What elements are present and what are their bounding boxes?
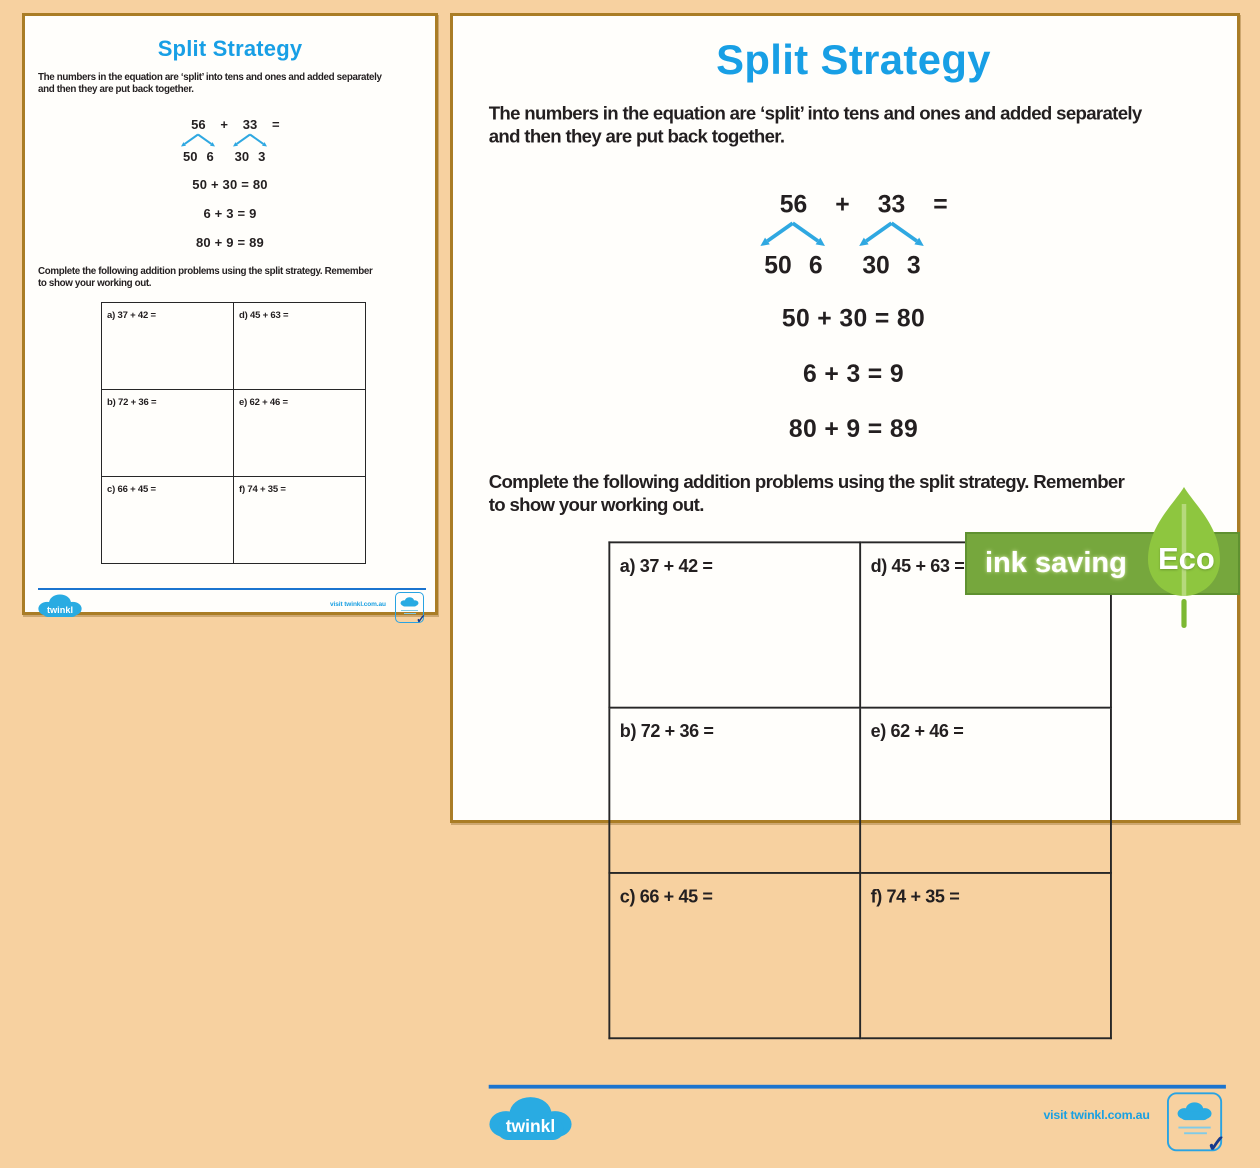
problem-cell-e: e) 62 + 46 =: [860, 708, 1111, 873]
table-row: [102, 477, 366, 564]
intro-line-2: and then they are put back together.: [38, 83, 194, 95]
twinkl-logo: [487, 1092, 574, 1145]
split-group-33: [230, 118, 270, 163]
problems-table: [608, 541, 1111, 1039]
page-title: Split Strategy: [157, 36, 303, 61]
split-ones: 3: [258, 149, 266, 164]
worked-example: [25, 118, 435, 163]
equals-sign: =: [272, 117, 280, 132]
footer-divider: [38, 588, 426, 590]
problem-cell-b: b) 72 + 36 =: [102, 390, 234, 477]
worksheet-page-thumbnail: [22, 13, 438, 626]
example-steps: [25, 178, 435, 249]
worksheet-content: [25, 36, 435, 632]
split-ones: 3: [906, 250, 921, 280]
split-tens: 50: [183, 149, 198, 164]
split-result-pair: [764, 250, 823, 280]
check-icon: ✓: [415, 612, 426, 626]
check-icon: ✓: [1206, 1130, 1226, 1157]
problem-cell-b: b) 72 + 36 =: [609, 708, 860, 873]
example-step: 6 + 3 = 9: [803, 359, 904, 388]
eco-label: Eco: [1158, 541, 1215, 576]
problem-cell-f: f) 74 + 35 =: [860, 873, 1111, 1038]
intro-line-1: The numbers in the equation are ‘split’ into tens and ones and added separately: [488, 104, 1142, 126]
split-group-33: [854, 189, 930, 280]
ink-saving-label: ink saving: [985, 547, 1127, 579]
plus-sign: +: [835, 189, 850, 219]
intro-paragraph: [38, 72, 429, 95]
example-number-56: 56: [191, 117, 206, 132]
twinkl-logo-text: twinkl: [46, 604, 74, 615]
problem-cell-a: a) 37 + 42 =: [102, 303, 234, 390]
problem-cell-c: c) 66 + 45 =: [609, 873, 860, 1038]
intro-line-2: and then they are put back together.: [488, 126, 785, 148]
problem-cell-e: e) 62 + 46 =: [234, 390, 366, 477]
example-step: 50 + 30 = 80: [781, 303, 926, 333]
split-result-pair: [235, 150, 266, 163]
stamp-text-bar: [404, 613, 416, 615]
example-step: 80 + 9 = 89: [196, 235, 264, 250]
example-number-33: 33: [242, 117, 258, 132]
split-arrows-icon: [854, 220, 930, 250]
split-group-56: [178, 118, 218, 163]
stamp-text-bar: [1183, 1131, 1206, 1134]
twinkl-url-text: visit twinkl.com.au: [1043, 1109, 1150, 1123]
split-result-pair: [183, 150, 214, 163]
problem-cell-a: a) 37 + 42 =: [609, 542, 860, 707]
instructions-line-2: to show your working out.: [488, 494, 704, 516]
table-row: [102, 303, 366, 390]
problem-cell-c: c) 66 + 45 =: [102, 477, 234, 564]
twinkl-stamp-icon: [395, 592, 426, 626]
worked-example: [464, 189, 1243, 280]
table-row: [609, 708, 1111, 873]
split-group-56: [755, 189, 831, 280]
twinkl-logo: [37, 592, 83, 620]
twinkl-logo-text: twinkl: [505, 1116, 556, 1137]
twinkl-stamp-icon: [1167, 1092, 1226, 1157]
instructions-paragraph: [38, 266, 429, 289]
example-number-33: 33: [877, 189, 906, 219]
twinkl-url-text: visit twinkl.com.au: [330, 601, 386, 608]
split-ones: 6: [206, 149, 214, 164]
split-arrows-icon: [178, 133, 218, 149]
intro-line-1: The numbers in the equation are ‘split’ into tens and ones and added separately: [38, 72, 382, 83]
example-step: 6 + 3 = 9: [203, 206, 257, 221]
example-step: 50 + 30 = 80: [192, 177, 268, 192]
problem-cell-d: d) 45 + 63 =: [234, 303, 366, 390]
stamp-cloud-icon: [400, 596, 419, 608]
footer-divider: [489, 1085, 1226, 1089]
split-arrows-icon: [230, 133, 270, 149]
instructions-line-1: Complete the following addition problems using the split strategy. Remember: [488, 473, 1125, 494]
instructions-line-1: Complete the following addition problems using the split strategy. Remember: [38, 266, 373, 277]
split-ones: 6: [808, 250, 823, 280]
table-row: [609, 873, 1111, 1038]
plus-sign: +: [220, 117, 228, 132]
split-tens: 30: [862, 250, 890, 280]
page-title: Split Strategy: [716, 36, 991, 84]
intro-paragraph: [489, 104, 1232, 148]
equals-sign: =: [933, 189, 948, 219]
split-tens: 30: [234, 149, 250, 164]
problem-cell-d: d) 45 + 63 =: [860, 542, 1111, 707]
worksheet-page-zoomed: [450, 13, 1240, 1157]
table-row: [102, 390, 366, 477]
example-number-56: 56: [779, 189, 808, 219]
instructions-line-2: to show your working out.: [38, 277, 152, 289]
example-steps: [464, 303, 1243, 443]
split-result-pair: [862, 250, 921, 280]
instructions-paragraph: [489, 473, 1232, 517]
example-step: 80 + 9 = 89: [788, 414, 919, 443]
split-arrows-icon: [755, 220, 831, 250]
stamp-text-bar: [1178, 1126, 1210, 1129]
stamp-cloud-icon: [1177, 1100, 1213, 1123]
stamp-text-bar: [401, 610, 418, 612]
problems-table: [101, 302, 366, 564]
problem-cell-f: f) 74 + 35 =: [234, 477, 366, 564]
worksheet-content: [464, 36, 1243, 1168]
split-tens: 50: [764, 250, 792, 280]
